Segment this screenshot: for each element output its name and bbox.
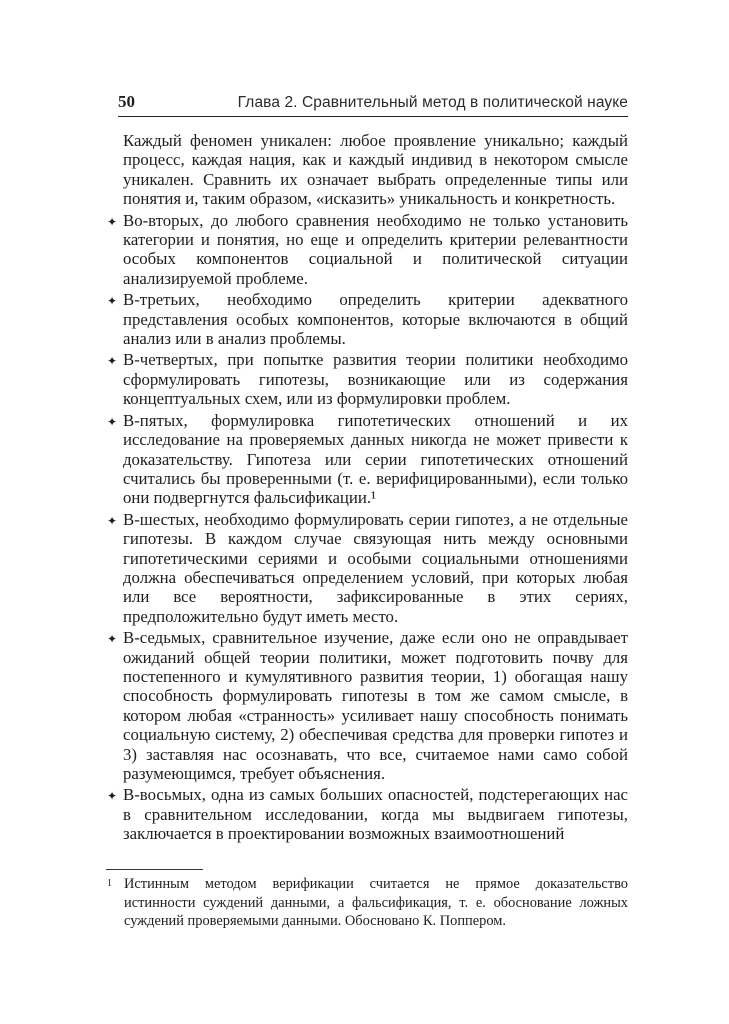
- bullet-star-icon: ✦: [107, 294, 118, 309]
- bullet-star-icon: ✦: [107, 354, 118, 369]
- list-item: [107, 785, 628, 844]
- list-item-text: В-третьих, необходимо определить критерии адекватного представления особых компонентов, которые включаются в общий анализ или в анализ проблемы.: [123, 290, 628, 349]
- footnote-block: [106, 869, 628, 931]
- running-header: [118, 92, 628, 117]
- footnote-separator: [106, 869, 203, 870]
- bullet-star-icon: ✦: [107, 632, 118, 647]
- chapter-running-title: Глава 2. Сравнительный метод в политической науке: [237, 94, 628, 111]
- list-item-text: В-восьмых, одна из самых больших опасностей, подстерегающих нас в сравнительном исследовании, когда мы выдвигаем гипотезы, заключается в проектировании возможных взаимоотношений: [123, 785, 628, 844]
- list-item: [107, 509, 628, 626]
- list-item-text: В-шестых, необходимо формулировать серии гипотез, а не отдельные гипотезы. В каждом случае связующая нить между основными гипотетическими сериями и особыми социальными отношениями должна обеспечиваться определением условий, при которых любая или все вероятности, зафиксированные в этих сериях, предположительно будут иметь место.: [123, 509, 628, 626]
- intro-paragraph: Каждый феномен уникален: любое проявление уникально; каждый процесс, каждая нация, как и каждый индивид в некотором смысле уникален. Сравнить их означает выбрать определенные типы или понятия и, таким образом, «исказить» уникальность и конкретность.: [123, 131, 628, 209]
- bullet-star-icon: ✦: [107, 214, 118, 229]
- list-item: [107, 628, 628, 783]
- list-item-text: Во-вторых, до любого сравнения необходимо не только установить категории и понятия, но еще и определить критерии релевантности особых компонентов социальной и политической ситуации анализируемой проблеме.: [123, 210, 628, 288]
- bullet-star-icon: ✦: [107, 513, 118, 528]
- bullet-list: [107, 210, 628, 844]
- list-item: [107, 410, 628, 508]
- list-item-text: В-четвертых, при попытке развития теории политики необходимо сформулировать гипотезы, возникающие или из содержания концептуальных схем, или из формулировки проблем.: [123, 350, 628, 409]
- list-item: [107, 210, 628, 289]
- bullet-star-icon: ✦: [107, 789, 118, 804]
- list-item-text: В-седьмых, сравнительное изучение, даже если оно не оправдывает ожиданий общей теории политики, может подготовить почву для постепенного и кумулятивного развития теории, 1) обогащая нашу способность формулировать гипотезы в том же самом смысле, в котором любая «странность» усиливает нашу способность понимать социальную систему, 2) обеспечивая средства для проверки гипотез и 3) заставляя нас осознавать, что все, считаемое нами само собой разумеющимся, требует объяснения.: [123, 628, 628, 783]
- page-number: 50: [118, 92, 135, 111]
- page-body: [107, 131, 628, 844]
- footnote-text-wrap: [106, 875, 628, 931]
- list-item: [107, 350, 628, 409]
- list-item-text: В-пятых, формулировка гипотетических отношений и их исследование на проверяемых данных никогда не может привести к доказательству. Гипотеза или серии гипотетических отношений считались бы проверенными (т. е. верифицированными), если только они подвергнутся фальсификации.¹: [123, 410, 628, 508]
- bullet-star-icon: ✦: [107, 414, 118, 429]
- footnote-marker: 1: [107, 878, 112, 889]
- footnote-text: Истинным методом верификации считается не прямое доказательство истинности суждений данными, а фальсификация, т. е. обоснование ложных суждений проверяемыми данными. Обосновано К. Поппером.: [124, 876, 628, 930]
- list-item: [107, 290, 628, 349]
